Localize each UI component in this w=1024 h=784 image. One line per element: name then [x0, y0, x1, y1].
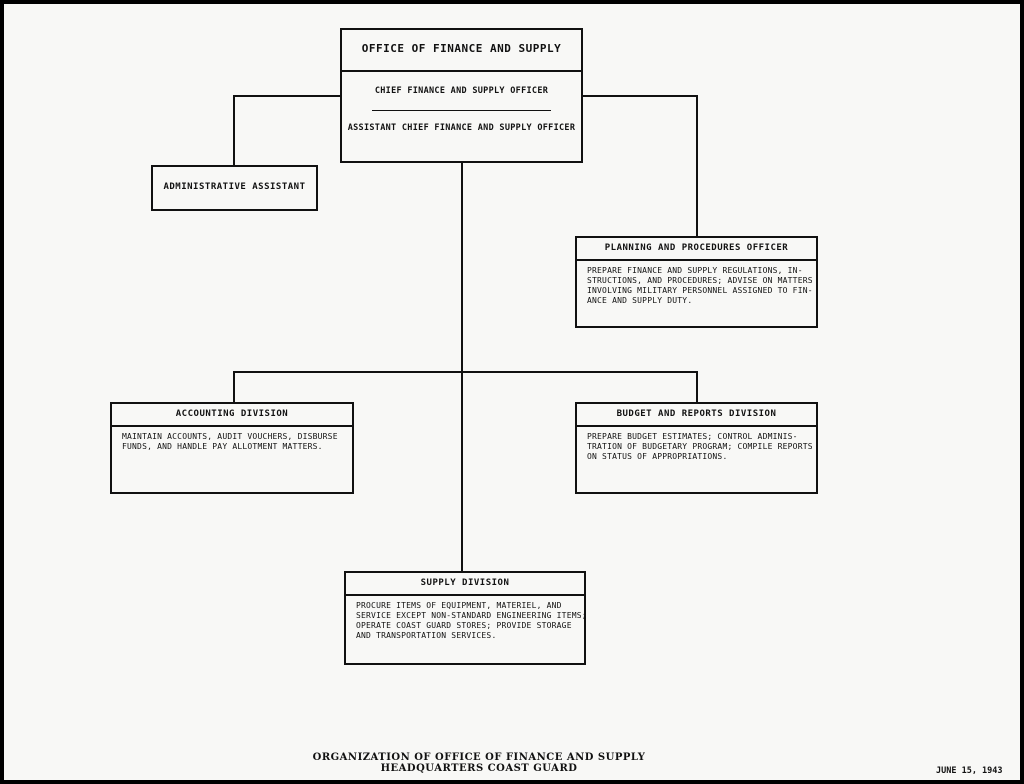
chief-officer-label: CHIEF FINANCE AND SUPPLY OFFICER — [374, 86, 549, 96]
caption-line-2: HEADQUARTERS COAST GUARD — [380, 763, 578, 774]
accounting-title: ACCOUNTING DIVISION — [175, 409, 289, 419]
role-divider — [372, 110, 551, 111]
supply-title: SUPPLY DIVISION — [420, 578, 510, 588]
budget-title: BUDGET AND REPORTS DIVISION — [616, 409, 777, 419]
connector-left-vertical — [233, 95, 235, 167]
budget-reports-division-box — [575, 402, 818, 494]
connector-divisions-bar — [233, 371, 698, 373]
planning-title: PLANNING AND PROCEDURES OFFICER — [604, 243, 789, 253]
administrative-assistant-title: ADMINISTRATIVE ASSISTANT — [163, 182, 306, 192]
org-chart — [4, 4, 1020, 780]
office-title: OFFICE OF FINANCE AND SUPPLY — [361, 42, 562, 55]
caption-line-1: ORGANIZATION OF OFFICE OF FINANCE AND SUPPLY — [312, 752, 646, 763]
connector-right-vertical — [696, 95, 698, 237]
connector-right-horizontal — [581, 95, 698, 97]
supply-division-box — [344, 571, 586, 665]
chart-caption — [4, 752, 954, 774]
planning-procedures-officer-box — [575, 236, 818, 328]
office-of-finance-and-supply-box — [340, 28, 583, 163]
budget-description: PREPARE BUDGET ESTIMATES; CONTROL ADMINIS- TRATION OF BUDGETARY PROGRAM; COMPILE REPORTS ON STATUS OF APPROPRIATIONS. — [587, 432, 813, 461]
connector-accounting-drop — [233, 371, 235, 403]
chart-date: JUNE 15, 1943 — [936, 766, 1003, 776]
connector-left-horizontal — [233, 95, 342, 97]
accounting-description: MAINTAIN ACCOUNTS, AUDIT VOUCHERS, DISBURSE FUNDS, AND HANDLE PAY ALLOTMENT MATTERS. — [122, 432, 338, 451]
administrative-assistant-box — [151, 165, 318, 211]
connector-main-trunk — [461, 161, 463, 573]
accounting-division-box — [110, 402, 354, 494]
assistant-chief-officer-label: ASSISTANT CHIEF FINANCE AND SUPPLY OFFICER — [347, 123, 576, 133]
connector-budget-drop — [696, 371, 698, 403]
planning-description: PREPARE FINANCE AND SUPPLY REGULATIONS, IN- STRUCTIONS, AND PROCEDURES; ADVISE ON MATTERS INVOLVING MILITARY PERSONNEL ASSIGNED TO FIN- ANCE AND SUPPLY DUTY. — [587, 266, 813, 305]
office-title-divider — [342, 70, 581, 72]
supply-description: PROCURE ITEMS OF EQUIPMENT, MATERIEL, AND SERVICE EXCEPT NON-STANDARD ENGINEERING ITEMS; OPERATE COAST GUARD STORES; PROVIDE STORAGE AND TRANSPORTATION SERVICES. — [356, 601, 587, 640]
